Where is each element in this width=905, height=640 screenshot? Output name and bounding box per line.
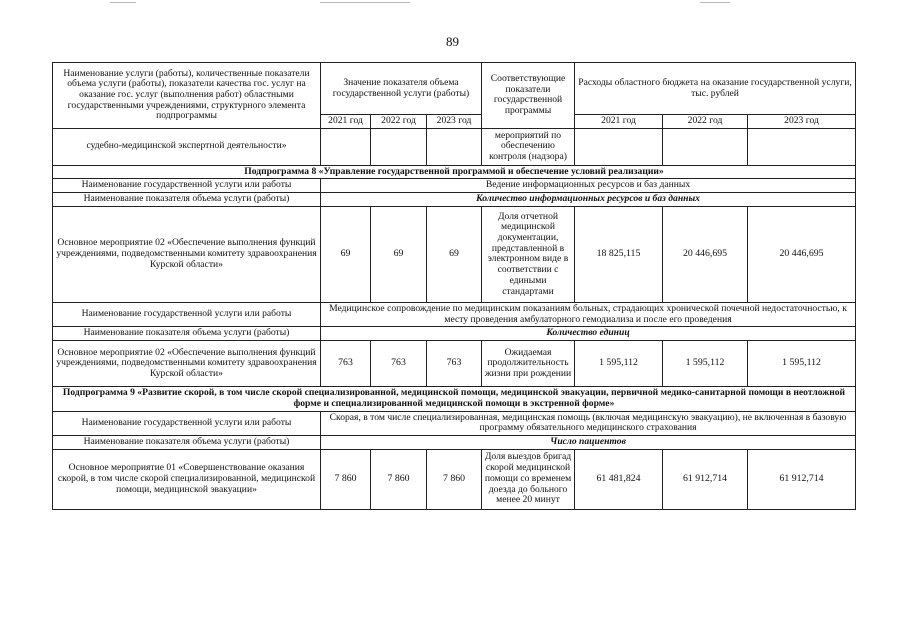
service-name: Ведение информационных ресурсов и баз данных — [321, 179, 856, 193]
expense-2022: 20 446,695 — [663, 206, 748, 302]
activity-name: Основное мероприятие 02 «Обеспечение выполнения функций учреждениями, подведомственными комитету здравоохранения Курской области» — [53, 206, 321, 302]
page-number: 89 — [446, 34, 459, 49]
service-row — [53, 179, 856, 193]
program-indicator: Доля отчетной медицинской документации, представленной в электронном виде в соответствии с едиными стандартами — [482, 206, 575, 302]
subprogram-8-title-row — [53, 165, 856, 179]
continuation-indicator: мероприятий по обеспечению контроля (надзора) — [482, 128, 575, 165]
expense-2021: 1 595,112 — [575, 341, 663, 387]
volume-row — [53, 193, 856, 207]
year-2021: 2021 год — [575, 115, 663, 129]
header-col-indicators: Соответствующие показатели государственной программы — [482, 63, 575, 129]
expense-2021: 61 481,824 — [575, 449, 663, 509]
year-2023: 2023 год — [427, 115, 482, 129]
volume-indicator: Количество информационных ресурсов и баз данных — [321, 193, 856, 207]
continuation-text: судебно-медицинской экспертной деятельности» — [53, 128, 321, 165]
volume-2022: 763 — [371, 341, 427, 387]
activity-row — [53, 449, 856, 509]
program-indicator: Ожидаемая продолжительность жизни при рождении — [482, 341, 575, 387]
service-row — [53, 411, 856, 435]
volume-2023: 7 860 — [427, 449, 482, 509]
activity-name: Основное мероприятие 01 «Совершенствование оказания скорой, в том числе скорой специализированной, медицинской помощи, медицинской эвакуации» — [53, 449, 321, 509]
expense-2022: 1 595,112 — [663, 341, 748, 387]
year-2022: 2022 год — [663, 115, 748, 129]
expense-2023: 20 446,695 — [748, 206, 856, 302]
volume-row — [53, 436, 856, 450]
scan-artifact — [700, 2, 730, 3]
service-name: Медицинское сопровождение по медицинским показаниям больных, страдающих хронической почечной недостаточностью, к месту проведения амбулаторного гемодиализа и после его проведения — [321, 302, 856, 326]
volume-label: Наименование показателя объема услуги (работы) — [53, 327, 321, 341]
service-label: Наименование государственной услуги или работы — [53, 411, 321, 435]
volume-indicator: Количество единиц — [321, 327, 856, 341]
activity-row — [53, 341, 856, 387]
expense-2023: 61 912,714 — [748, 449, 856, 509]
header-col-volume: Значение показателя объема государственной услуги (работы) — [321, 63, 482, 115]
volume-label: Наименование показателя объема услуги (работы) — [53, 193, 321, 207]
header-col-expenses: Расходы областного бюджета на оказание государственной услуги, тыс. рублей — [575, 63, 856, 115]
budget-table — [52, 62, 856, 510]
expense-2021: 18 825,115 — [575, 206, 663, 302]
subprogram-title: Подпрограмма 8 «Управление государственной программой и обеспечение условий реализации» — [53, 165, 856, 179]
volume-2023: 69 — [427, 206, 482, 302]
volume-label: Наименование показателя объема услуги (работы) — [53, 436, 321, 450]
scan-artifact — [320, 2, 410, 3]
program-indicator: Доля выездов бригад скорой медицинской помощи со временем доезда до больного менее 20 минут — [482, 449, 575, 509]
expense-2022: 61 912,714 — [663, 449, 748, 509]
activity-row — [53, 206, 856, 302]
year-2022: 2022 год — [371, 115, 427, 129]
service-label: Наименование государственной услуги или работы — [53, 179, 321, 193]
volume-2022: 7 860 — [371, 449, 427, 509]
subprogram-title: Подпрограмма 9 «Развитие скорой, в том числе скорой специализированной, медицинской помощи, медицинской эвакуации, первичной медико-санитарной помощи в неотложной форме и специализированной медицинской помощи в экстренной форме» — [53, 387, 856, 411]
subprogram-9-title-row — [53, 387, 856, 411]
year-2023: 2023 год — [748, 115, 856, 129]
volume-2022: 69 — [371, 206, 427, 302]
expense-2023: 1 595,112 — [748, 341, 856, 387]
activity-name: Основное мероприятие 02 «Обеспечение выполнения функций учреждениями, подведомственными комитету здравоохранения Курской области» — [53, 341, 321, 387]
volume-2021: 7 860 — [321, 449, 371, 509]
service-name: Скорая, в том числе специализированная, медицинская помощь (включая медицинскую эвакуацию), не включенная в базовую программу обязательного медицинского страхования — [321, 411, 856, 435]
continuation-row — [53, 128, 856, 165]
volume-indicator: Число пациентов — [321, 436, 856, 450]
volume-2021: 763 — [321, 341, 371, 387]
header-col-service: Наименование услуги (работы), количественные показатели объема услуги (работы), показатели качества гос. услуг на оказание гос. услуг (выполнения работ) областными государственными учреждениями, структурного элемента подпрограммы — [53, 63, 321, 129]
volume-2023: 763 — [427, 341, 482, 387]
volume-2021: 69 — [321, 206, 371, 302]
year-2021: 2021 год — [321, 115, 371, 129]
service-label: Наименование государственной услуги или работы — [53, 302, 321, 326]
scan-artifact — [110, 2, 136, 3]
volume-row — [53, 327, 856, 341]
service-row — [53, 302, 856, 326]
header-row — [53, 63, 856, 115]
